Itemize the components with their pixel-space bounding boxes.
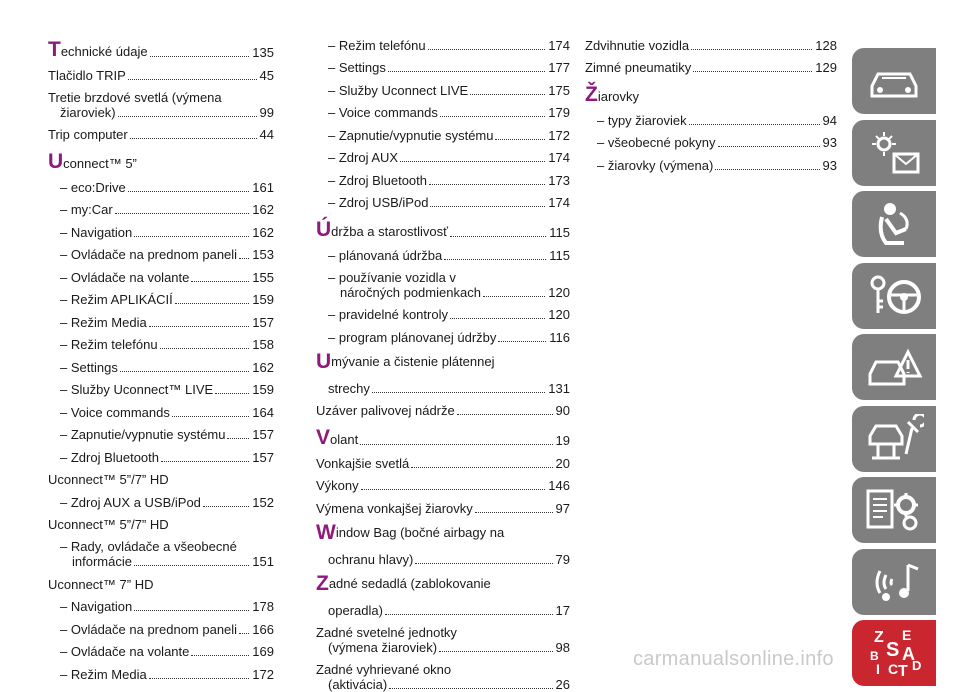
entry-label: Údržba a starostlivosť (316, 218, 449, 241)
page-number: 157 (252, 427, 274, 442)
page-number: 135 (252, 45, 274, 60)
index-entry[interactable] (316, 188, 570, 211)
index-entry[interactable] (48, 659, 274, 682)
chapter-tab[interactable] (852, 620, 936, 686)
entry-label-line2: žiaroviek) (60, 104, 116, 120)
index-entry[interactable] (48, 172, 274, 195)
entry-label: Uzáver palivovej nádrže (316, 403, 455, 418)
index-entry[interactable] (316, 98, 570, 121)
car-breakdown-icon (864, 342, 924, 392)
dot-leader (128, 79, 257, 80)
page-number: 94 (822, 112, 837, 128)
entry-label: Uconnect™ 5” (48, 150, 137, 173)
entry-label: – pravidelné kontroly (328, 307, 448, 322)
multimedia-icon (864, 557, 924, 607)
entry-label: Vonkajšie svetlá (316, 455, 410, 471)
index-entry[interactable] (316, 322, 570, 345)
page-number: 115 (549, 225, 570, 240)
dot-leader (361, 489, 546, 490)
entry-label: – Settings (60, 359, 118, 375)
entry-label-line1: Zadné sedadlá (zablokovanie (316, 571, 491, 595)
dot-leader (415, 563, 552, 564)
entry-label: – program plánovanej údržby (328, 329, 497, 345)
page-number: 152 (252, 494, 274, 510)
seat-airbag-icon (864, 199, 924, 249)
dot-leader (134, 610, 249, 611)
chapter-tab[interactable] (852, 406, 936, 472)
dot-leader (475, 512, 553, 513)
index-letter: D (912, 658, 922, 673)
dot-leader (470, 94, 545, 95)
dot-leader (203, 506, 249, 507)
entry-label: Žiarovky (585, 83, 640, 106)
entry-label: – Režim Media (60, 666, 147, 682)
index-entry[interactable] (48, 285, 274, 308)
index-group-heading (48, 510, 274, 533)
index-entry[interactable] (316, 396, 570, 419)
chapter-tab[interactable] (852, 334, 936, 400)
index-letter: S (886, 639, 900, 661)
index-entry[interactable] (585, 30, 837, 53)
entry-label-line1: Tretie brzdové svetlá (výmena (48, 89, 222, 105)
entry-label: Volant (316, 426, 359, 449)
entry-label-line2: operadla) (328, 602, 383, 618)
index-letter-entry-multiline[interactable] (316, 567, 570, 618)
page-number: 129 (815, 60, 837, 75)
page-number: 161 (252, 179, 274, 195)
page-number: 97 (555, 500, 570, 516)
page-number: 173 (548, 172, 570, 188)
index-entry[interactable] (48, 60, 274, 83)
dot-leader (372, 392, 545, 393)
entry-label: – Zapnutie/vypnutie systému (60, 427, 226, 442)
index-entry[interactable] (48, 397, 274, 420)
dot-leader (718, 146, 820, 147)
page-number: 166 (252, 621, 274, 637)
dot-leader (389, 688, 552, 689)
dot-leader (457, 414, 553, 415)
dot-leader (429, 184, 545, 185)
index-letter-entry[interactable] (316, 418, 570, 448)
entry-label: – Zdroj AUX (328, 150, 399, 165)
page-number: 159 (252, 382, 274, 397)
page-number: 131 (548, 380, 570, 396)
dot-leader (191, 655, 249, 656)
index-letter: I (876, 661, 880, 677)
page-number: 159 (252, 292, 274, 307)
page-number: 128 (815, 37, 837, 53)
entry-label: – eco:Drive (60, 179, 126, 195)
alphabetical-index-icon (864, 628, 924, 678)
dot-leader (450, 318, 545, 319)
entry-label-line1: – Rady, ovládače a všeobecné (60, 539, 237, 554)
index-entry[interactable] (316, 143, 570, 166)
section-initial: Ž (585, 83, 598, 106)
entry-line2 (316, 543, 570, 567)
dot-leader (439, 651, 552, 652)
index-entry[interactable] (585, 105, 837, 128)
entry-label: – Režim telefónu (60, 337, 158, 352)
entry-label: – Režim APLIKÁCIÍ (60, 292, 173, 307)
index-column-1 (48, 30, 274, 682)
dot-leader (440, 116, 545, 117)
dot-leader (411, 467, 552, 468)
entry-label: – Ovládače na prednom paneli (60, 621, 238, 637)
entry-label-line2: informácie (72, 554, 132, 569)
entry-label: – Navigation (60, 599, 133, 614)
watermark: carmanualsonline.info (633, 648, 834, 670)
entry-label: Výkony (316, 478, 359, 493)
index-entry[interactable] (585, 150, 837, 173)
entry-line2 (316, 285, 570, 300)
section-initial: T (48, 38, 61, 61)
page-number: 177 (548, 60, 570, 75)
index-entry[interactable] (316, 120, 570, 143)
dot-leader (483, 296, 545, 297)
entry-label-line2: (výmena žiaroviek) (328, 639, 438, 655)
entry-label: – Ovládače na volante (60, 269, 190, 285)
page-number: 158 (252, 337, 274, 352)
entry-label: – Režim Media (60, 314, 147, 330)
entry-label: – Zapnutie/vypnutie systému (328, 127, 494, 143)
page-number: 151 (252, 554, 274, 569)
page-number: 20 (555, 455, 570, 471)
dot-leader (444, 259, 546, 260)
entry-label: – plánovaná údržba (328, 247, 443, 263)
dot-leader (388, 71, 545, 72)
index-entry[interactable] (316, 471, 570, 494)
entry-label-line1: – používanie vozidla v (328, 269, 456, 285)
dot-leader (385, 614, 553, 615)
dot-leader (161, 461, 249, 462)
dot-leader (430, 206, 545, 207)
key-steering-wheel-icon (864, 271, 924, 321)
entry-label: – Ovládače na volante (60, 644, 190, 659)
page-number: 174 (548, 37, 570, 53)
index-entry[interactable] (48, 240, 274, 263)
page-number: 45 (259, 67, 274, 83)
entry-line2 (316, 640, 570, 655)
page-number: 99 (259, 104, 274, 120)
index-entry[interactable] (48, 442, 274, 465)
dot-leader (495, 139, 545, 140)
index-entry-multiline[interactable] (316, 622, 570, 655)
warning-lights-envelope-icon (864, 128, 924, 178)
chapter-tab[interactable] (852, 48, 936, 114)
index-entry[interactable] (316, 448, 570, 471)
index-column-3 (585, 30, 837, 173)
entry-label: Uconnect™ 7” HD (48, 576, 154, 592)
page-number: 17 (555, 602, 570, 618)
page-number: 120 (548, 284, 570, 300)
dot-leader (215, 393, 249, 394)
index-group-heading (48, 569, 274, 592)
page-number: 175 (548, 82, 570, 98)
index-letter: T (898, 663, 908, 678)
entry-label: Technické údaje (48, 38, 148, 61)
index-entry[interactable] (48, 217, 274, 240)
index-letter-heading (48, 142, 274, 172)
car-dashboard-icon (864, 56, 924, 106)
entry-label-line2: (aktivácia) (328, 676, 388, 692)
page-number: 90 (555, 403, 570, 418)
dot-leader (150, 56, 250, 57)
page-number: 19 (555, 433, 570, 448)
index-letter-entry[interactable] (48, 30, 274, 60)
index-group-heading (48, 465, 274, 488)
chapter-tab[interactable] (852, 263, 936, 329)
chapter-tab[interactable] (852, 549, 936, 615)
page-number: 162 (252, 359, 274, 375)
index-entry[interactable] (316, 30, 570, 53)
index-letter: E (902, 628, 912, 643)
entry-label-line1: Window Bag (bočné airbagy na (316, 520, 505, 544)
index-column-2 (316, 30, 570, 692)
dot-leader (128, 191, 250, 192)
index-entry[interactable] (316, 493, 570, 516)
index-entry[interactable] (48, 120, 274, 143)
entry-label: Zimné pneumatiky (585, 60, 692, 75)
index-entry-multiline[interactable] (48, 536, 274, 569)
index-entry-multiline[interactable] (316, 267, 570, 300)
entry-label-line1: Zadné vyhrievané okno (316, 661, 452, 677)
entry-label: – Zdroj AUX a USB/iPod (60, 494, 201, 510)
index-entry[interactable] (48, 352, 274, 375)
dot-leader (428, 49, 546, 50)
entry-label: – Voice commands (328, 105, 438, 120)
dot-leader (715, 169, 819, 170)
car-lift-wrench-icon (864, 414, 924, 464)
index-entry[interactable] (48, 487, 274, 510)
entry-label: – Ovládače na prednom paneli (60, 247, 238, 262)
page-number: 179 (548, 105, 570, 120)
index-letter: C (888, 661, 899, 677)
dot-leader (118, 116, 257, 117)
dot-leader (149, 326, 250, 327)
dot-leader (172, 416, 249, 417)
dot-leader (175, 303, 250, 304)
page-number: 169 (252, 644, 274, 659)
index-entry[interactable] (48, 420, 274, 443)
entry-label: – Režim telefónu (328, 37, 426, 53)
page-number: 26 (555, 676, 570, 692)
entry-line2 (316, 677, 570, 692)
dot-leader (693, 71, 812, 72)
specifications-gears-icon (864, 485, 924, 535)
index-letter: Z (874, 629, 884, 646)
entry-label: Výmena vonkajšej žiarovky (316, 500, 473, 516)
entry-label: – Zdroj USB/iPod (328, 195, 429, 210)
entry-line2 (48, 554, 274, 569)
entry-label-line2: ochranu hlavy) (328, 551, 414, 567)
index-entry[interactable] (48, 262, 274, 285)
dot-leader (134, 236, 249, 237)
page-number: 174 (548, 150, 570, 165)
chapter-tab[interactable] (852, 120, 936, 186)
index-letter-entry[interactable] (316, 210, 570, 240)
page-number: 174 (548, 195, 570, 210)
index-entry[interactable] (316, 300, 570, 323)
index-entry[interactable] (585, 128, 837, 151)
index-entry[interactable] (48, 307, 274, 330)
entry-line2 (316, 594, 570, 618)
index-entry[interactable] (48, 592, 274, 615)
page-number: 93 (822, 135, 837, 150)
section-initial: W (316, 520, 336, 544)
page-number: 178 (252, 599, 274, 614)
dot-leader (498, 341, 546, 342)
page-number: 172 (548, 127, 570, 143)
entry-label: – typy žiaroviek (597, 112, 687, 128)
index-entry[interactable] (48, 330, 274, 353)
page-number: 153 (252, 247, 274, 262)
index-letter-heading (585, 75, 837, 105)
dot-leader (450, 236, 546, 237)
page-number: 79 (555, 551, 570, 567)
entry-label: Uconnect™ 5”/7” HD (48, 517, 169, 532)
index-letter-entry-multiline[interactable] (316, 516, 570, 567)
index-entry[interactable] (48, 637, 274, 660)
page-number: 157 (252, 314, 274, 330)
entry-label: – všeobecné pokyny (597, 135, 716, 150)
index-letter: A (902, 644, 915, 664)
page-number: 146 (548, 478, 570, 493)
entry-label: – Navigation (60, 224, 133, 240)
entry-label: – Voice commands (60, 404, 170, 420)
page-number: 164 (252, 404, 274, 420)
index-letter-entry-multiline[interactable] (316, 345, 570, 396)
index-entry[interactable] (316, 53, 570, 76)
entry-line2 (316, 372, 570, 396)
entry-label: – Služby Uconnect™ LIVE (60, 382, 214, 397)
page-number: 116 (549, 329, 570, 345)
section-initial: U (316, 349, 332, 373)
entry-label: – Zdroj Bluetooth (60, 449, 160, 465)
entry-label-line2: strechy (328, 380, 370, 396)
section-initial: U (48, 150, 64, 173)
page-number: 93 (822, 157, 837, 173)
dot-leader (130, 138, 257, 139)
page-number: 155 (252, 269, 274, 285)
dot-leader (239, 633, 249, 634)
page-number: 44 (259, 127, 274, 142)
dot-leader (227, 438, 249, 439)
entry-label: Uconnect™ 5”/7” HD (48, 472, 169, 487)
index-letter: B (870, 649, 879, 663)
entry-label: – žiarovky (výmena) (597, 157, 714, 173)
entry-label: Zdvihnutie vozidla (585, 37, 690, 53)
index-entry[interactable] (48, 195, 274, 218)
entry-line2 (48, 105, 274, 120)
index-entry[interactable] (316, 240, 570, 263)
dot-leader (120, 371, 249, 372)
page-number: 162 (252, 202, 274, 217)
page-number: 120 (548, 307, 570, 322)
index-entry[interactable] (48, 614, 274, 637)
dot-leader (689, 124, 820, 125)
dot-leader (239, 258, 249, 259)
index-entry-multiline[interactable] (48, 87, 274, 120)
index-entry[interactable] (585, 53, 837, 76)
entry-label-line2: náročných podmienkach (340, 284, 481, 300)
index-entry[interactable] (316, 165, 570, 188)
chapter-tab[interactable] (852, 191, 936, 257)
dot-leader (115, 213, 250, 214)
dot-leader (160, 348, 250, 349)
index-entry[interactable] (316, 75, 570, 98)
entry-label: – Settings (328, 60, 386, 75)
dot-leader (191, 281, 249, 282)
dot-leader (400, 161, 545, 162)
entry-label: Tlačidlo TRIP (48, 67, 126, 83)
dot-leader (691, 49, 812, 50)
index-entry-multiline[interactable] (316, 659, 570, 692)
entry-label-line1: Umývanie a čistenie plátennej (316, 349, 495, 373)
section-initial: Z (316, 571, 329, 595)
page-number: 115 (549, 247, 570, 263)
index-entry[interactable] (48, 375, 274, 398)
section-initial: V (316, 426, 331, 449)
chapter-tab[interactable] (852, 477, 936, 543)
entry-label-line1: Zadné svetelné jednotky (316, 624, 457, 640)
entry-label: – Zdroj Bluetooth (328, 172, 428, 188)
page-number: 172 (252, 666, 274, 682)
dot-leader (360, 444, 552, 445)
entry-label: – my:Car (60, 202, 113, 217)
entry-label: Trip computer (48, 127, 128, 142)
page-number: 98 (555, 639, 570, 655)
section-initial: Ú (316, 218, 332, 241)
page-number: 157 (252, 449, 274, 465)
page-number: 162 (252, 224, 274, 240)
entry-label: – Služby Uconnect LIVE (328, 82, 469, 98)
dot-leader (134, 565, 249, 566)
